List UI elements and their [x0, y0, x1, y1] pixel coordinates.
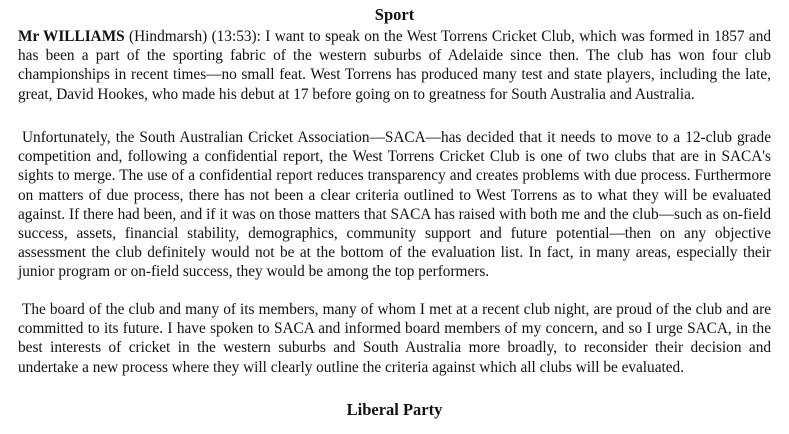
- speech-paragraph-3: [18, 300, 771, 377]
- next-section-heading: Liberal Party: [346, 400, 443, 419]
- paragraph-text-2: Unfortunately, the South Australian Cricket Association—SACA—has decided that it needs to move to a 12-club grade competition and, following a confidential report, the West Torrens Cricket Club is one of two clubs that are in SACA's sights to merge. The use of a confidential report reduces transparency and creates problems with due process. Furthermore on matters of due process, there has not been a clear criteria outlined to West Torrens as to what they will be evaluated against. If there had been, and if it was on those matters that SACA has raised with both me and the club—such as on-field success, assets, financial stability, demographics, community support and future potential—then on any objective assessment the club definitely would not be at the bottom of the evaluation list. In fact, in many areas, especially their junior program or on-field success, they would be among the top performers.: [18, 129, 771, 281]
- speaker-meta: (Hindmarsh) (13:53):: [129, 28, 261, 45]
- section-heading: Sport: [374, 5, 415, 24]
- speaker-name: Mr WILLIAMS: [18, 28, 125, 45]
- speech-paragraph-1: [18, 27, 771, 104]
- paragraph-text-1: I want to speak on the West Torrens Cricket Club, which was formed in 1857 and has been a part of the sporting fabric of the western suburbs of Adelaide since then. The club has won four club championships in recent times—no small feat. West Torrens has produced many test and state players, including the late, great, David Hookes, who made his debut at 17 before going on to greatness for South Australia and Australia.: [18, 28, 771, 103]
- paragraph-text-3: The board of the club and many of its members, many of whom I met at a recent club night, are proud of the club and are committed to its future. I have spoken to SACA and informed board members of my concern, and so I urge SACA, in the best interests of cricket in the western suburbs and South Australia more broadly, to reconsider their decision and undertake a new process where they will clearly outline the criteria against which all clubs will be evaluated.: [18, 301, 771, 376]
- speech-paragraph-2: [18, 128, 771, 282]
